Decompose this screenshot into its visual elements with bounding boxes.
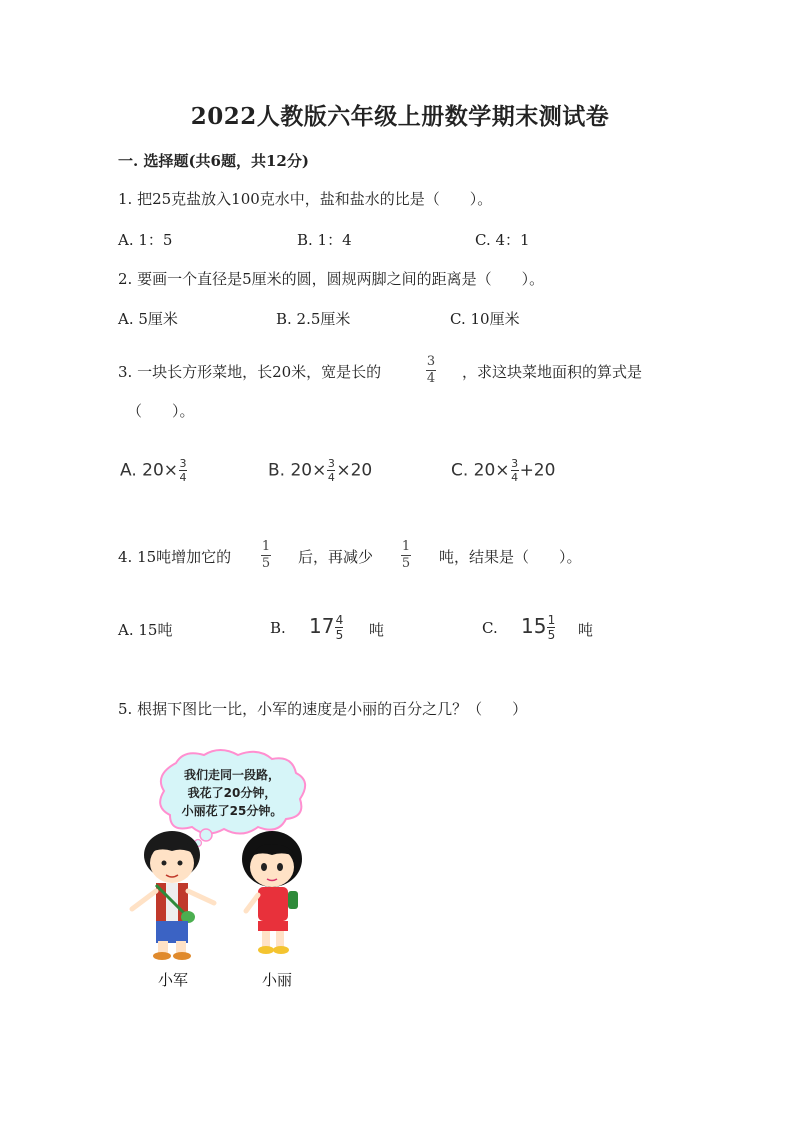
q3-option-c: C. 20× $\frac{3}{4}$ +20 (451, 457, 556, 484)
q4-fraction-1: 1 5 (261, 539, 271, 571)
q3-fraction-numerator: 3 (426, 354, 436, 369)
question-3-part2: ，求这块菜地面积的算式是 (462, 363, 643, 381)
bubble-line-2: 我花了20分钟， (187, 786, 277, 800)
q3-fraction-denominator: 4 (426, 371, 436, 386)
q4-option-a: A. 15吨 (118, 621, 173, 639)
boy-figure (132, 831, 214, 960)
q2-option-c: C. 10厘米 (450, 310, 520, 328)
question-2: 2. 要画一个直径是5厘米的圆，圆规两脚之间的距离是（ ）。 (118, 270, 545, 288)
q4-option-c-unit: 吨 (578, 621, 594, 639)
q3-option-b: B. 20× $\frac{3}{4}$ ×20 (268, 457, 373, 484)
question-3-part3: （ ）。 (127, 402, 195, 420)
q4-option-c-value: 15 $\frac{1}{5}$ (521, 613, 556, 642)
label-xiaoli: 小丽 (262, 971, 293, 989)
children-illustration (118, 745, 338, 995)
q4-option-c-label: C. (482, 619, 498, 637)
q4-option-b-label: B. (270, 619, 286, 637)
question-5: 5. 根据下图比一比，小军的速度是小丽的百分之几？（ ） (118, 700, 528, 718)
q1-option-b: B. 1：4 (297, 231, 352, 249)
q3-fraction (426, 355, 436, 386)
speech-bubble (160, 750, 305, 847)
girl-figure (242, 831, 302, 954)
q4-fraction-2: 1 5 (401, 539, 411, 571)
question-3-part1: 3. 一块长方形菜地，长20米，宽是长的 (118, 363, 382, 381)
q4-option-b-unit: 吨 (369, 621, 385, 639)
q1-option-a: A. 1：5 (118, 231, 173, 249)
q3-option-a: A. 20× $\frac{3}{4}$ (120, 457, 187, 484)
page-title: 2022人教版六年级上册数学期末测试卷 (190, 103, 610, 130)
q2-option-b: B. 2.5厘米 (276, 310, 351, 328)
bubble-line-1: 我们走同一段路， (183, 768, 281, 782)
question-4-part3: 吨，结果是（ ）。 (439, 548, 582, 566)
q2-option-a: A. 5厘米 (118, 310, 178, 328)
bubble-line-3: 小丽花了25分钟。 (181, 804, 283, 818)
question-4-part2: 后，再减少 (298, 548, 374, 566)
question-1: 1. 把25克盐放入100克水中，盐和盐水的比是（ ）。 (118, 190, 493, 208)
q4-option-b-value: 17 $\frac{4}{5}$ (309, 613, 344, 642)
question-4-part1: 4. 15吨增加它的 (118, 548, 232, 566)
label-xiaojun: 小军 (158, 971, 189, 989)
section-heading: 一. 选择题(共6题，共12分) (118, 152, 309, 170)
q1-option-c: C. 4：1 (475, 231, 530, 249)
